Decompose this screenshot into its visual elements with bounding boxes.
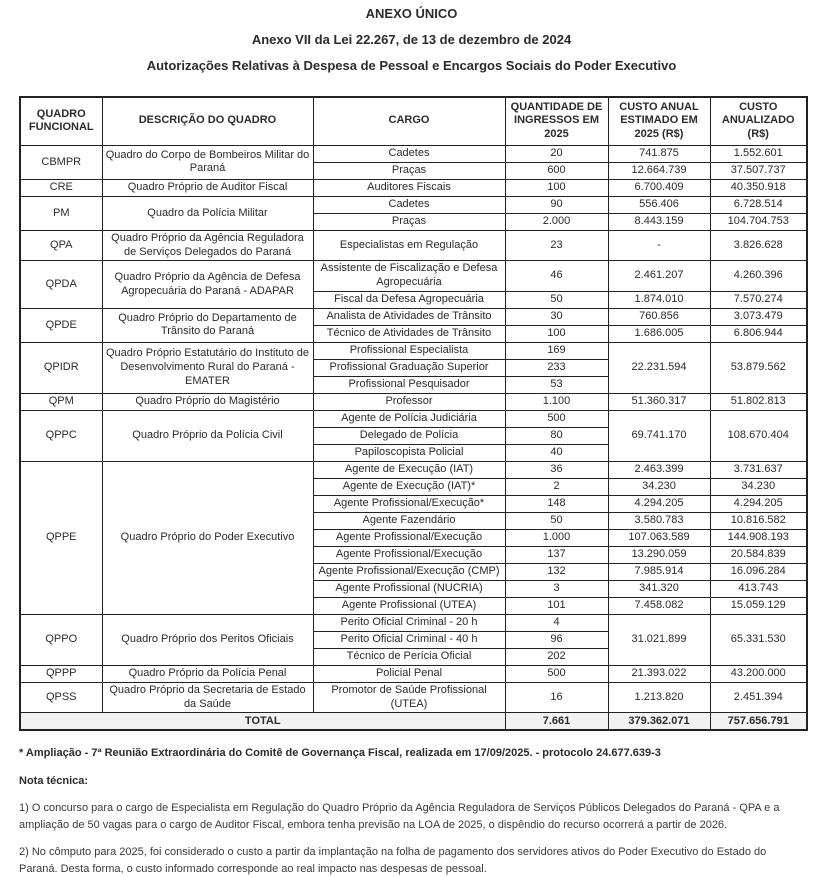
quantity-cell: 100	[505, 325, 608, 342]
table-row	[20, 410, 807, 427]
quantity-cell: 46	[505, 261, 608, 292]
annual-cost-cell: 1.213.820	[608, 682, 710, 713]
cargo-cell: Professor	[313, 393, 505, 410]
col-header-quadro-funcional: QUADRO FUNCIONAL	[20, 97, 102, 146]
footnotes-section	[19, 745, 804, 877]
quadro-description-cell: Quadro Próprio do Departamento de Trânsito do Paraná	[102, 308, 313, 342]
table-row	[20, 179, 807, 196]
document-subtitle-law: Anexo VII da Lei 22.267, de 13 de dezembro de 2024	[251, 31, 572, 47]
quantity-cell: 1.100	[505, 393, 608, 410]
cargo-cell: Agente Profissional (UTEA)	[313, 597, 505, 614]
document-subtitle-description: Autorizações Relativas à Despesa de Pessoal e Encargos Sociais do Poder Executivo	[146, 57, 677, 73]
quadro-code-cell: QPDA	[20, 261, 102, 309]
col-header-cargo: CARGO	[313, 97, 505, 146]
cargo-cell: Auditores Fiscais	[313, 179, 505, 196]
col-header-quantidade: QUANTIDADE DE INGRESSOS EM 2025	[505, 97, 608, 146]
quadro-description-cell: Quadro Próprio de Auditor Fiscal	[102, 179, 313, 196]
quantity-cell: 233	[505, 359, 608, 376]
annual-cost-cell: 107.063.589	[608, 529, 710, 546]
total-annualized-cost: 757.656.791	[710, 713, 807, 731]
cargo-cell: Agente de Execução (IAT)	[313, 461, 505, 478]
annualized-cost-cell: 43.200.000	[710, 665, 807, 682]
annual-cost-cell: 3.580.783	[608, 512, 710, 529]
cargo-cell: Fiscal da Defesa Agropecuária	[313, 291, 505, 308]
quantity-cell: 101	[505, 597, 608, 614]
annualized-cost-cell: 6.728.514	[710, 196, 807, 213]
annual-cost-cell: 1.686.005	[608, 325, 710, 342]
quadro-code-cell: QPA	[20, 230, 102, 261]
cargo-cell: Agente Profissional (NUCRIA)	[313, 580, 505, 597]
table-row	[20, 308, 807, 325]
cargo-cell: Agente Profissional/Execução	[313, 529, 505, 546]
table-row	[20, 614, 807, 631]
cargo-cell: Agente de Execução (IAT)*	[313, 478, 505, 495]
quantity-cell: 100	[505, 179, 608, 196]
cargo-cell: Papiloscopista Policial	[313, 444, 505, 461]
quadro-description-cell: Quadro Próprio da Polícia Penal	[102, 665, 313, 682]
annualized-cost-cell: 65.331.530	[710, 614, 807, 665]
cargo-cell: Praças	[313, 213, 505, 230]
cargo-cell: Agente Profissional/Execução*	[313, 495, 505, 512]
annual-cost-cell: 1.874.010	[608, 291, 710, 308]
total-annual-cost: 379.362.071	[608, 713, 710, 731]
quadro-code-cell: QPPO	[20, 614, 102, 665]
cargo-cell: Cadetes	[313, 196, 505, 213]
quadro-code-cell: QPDE	[20, 308, 102, 342]
annualized-cost-cell: 3.826.628	[710, 230, 807, 261]
cargo-cell: Analista de Atividades de Trânsito	[313, 308, 505, 325]
annual-cost-cell: 556.406	[608, 196, 710, 213]
quantity-cell: 96	[505, 631, 608, 648]
quadro-description-cell: Quadro Próprio da Secretaria de Estado da Saúde	[102, 682, 313, 713]
quantity-cell: 30	[505, 308, 608, 325]
annualized-cost-cell: 16.096.284	[710, 563, 807, 580]
quantity-cell: 169	[505, 342, 608, 359]
quantity-cell: 4	[505, 614, 608, 631]
authorizations-table	[19, 96, 808, 732]
quadro-code-cell: PM	[20, 196, 102, 230]
cargo-cell: Profissional Especialista	[313, 342, 505, 359]
quadro-description-cell: Quadro Próprio do Magistério	[102, 393, 313, 410]
annual-cost-cell: 69.741.170	[608, 410, 710, 461]
annual-cost-cell: 22.231.594	[608, 342, 710, 393]
quadro-description-cell: Quadro da Polícia Militar	[102, 196, 313, 230]
quadro-code-cell: QPPP	[20, 665, 102, 682]
annualized-cost-cell: 10.816.582	[710, 512, 807, 529]
annualized-cost-cell: 40.350.918	[710, 179, 807, 196]
table-row	[20, 461, 807, 478]
quantity-cell: 500	[505, 410, 608, 427]
annualized-cost-cell: 37.507.737	[710, 162, 807, 179]
annualized-cost-cell: 3.731.637	[710, 461, 807, 478]
quantity-cell: 36	[505, 461, 608, 478]
cargo-cell: Agente Profissional/Execução (CMP)	[313, 563, 505, 580]
cargo-cell: Delegado de Polícia	[313, 427, 505, 444]
annual-cost-cell: 7.458.082	[608, 597, 710, 614]
total-row	[20, 713, 807, 731]
col-header-custo-anual: CUSTO ANUAL ESTIMADO EM 2025 (R$)	[608, 97, 710, 146]
annualized-cost-cell: 144.908.193	[710, 529, 807, 546]
quadro-description-cell: Quadro Próprio da Agência de Defesa Agropecuária do Paraná - ADAPAR	[102, 261, 313, 309]
quantity-cell: 600	[505, 162, 608, 179]
total-label: TOTAL	[20, 713, 505, 731]
cargo-cell: Perito Oficial Criminal - 20 h	[313, 614, 505, 631]
annual-cost-cell: 51.360.317	[608, 393, 710, 410]
annual-cost-cell: 34.230	[608, 478, 710, 495]
annualized-cost-cell: 2.451.394	[710, 682, 807, 713]
quadro-description-cell: Quadro Próprio da Agência Reguladora de Serviços Delegados do Paraná	[102, 230, 313, 261]
table-row	[20, 342, 807, 359]
annualized-cost-cell: 7.570.274	[710, 291, 807, 308]
quantity-cell: 2	[505, 478, 608, 495]
col-header-descricao: DESCRIÇÃO DO QUADRO	[102, 97, 313, 146]
quadro-code-cell: CRE	[20, 179, 102, 196]
technical-note-label: Nota técnica:	[19, 774, 89, 787]
cargo-cell: Cadetes	[313, 145, 505, 162]
annual-cost-cell: 6.700.409	[608, 179, 710, 196]
cargo-cell: Praças	[313, 162, 505, 179]
quadro-description-cell: Quadro Próprio Estatutário do Instituto de Desenvolvimento Rural do Paraná - EMATER	[102, 342, 313, 393]
annualized-cost-cell: 15.059.129	[710, 597, 807, 614]
table-row	[20, 261, 807, 292]
cargo-cell: Profissional Pesquisador	[313, 376, 505, 393]
quantity-cell: 20	[505, 145, 608, 162]
annualized-cost-cell: 20.584.839	[710, 546, 807, 563]
total-quantity: 7.661	[505, 713, 608, 731]
table-row	[20, 230, 807, 261]
quantity-cell: 50	[505, 512, 608, 529]
quadro-description-cell: Quadro Próprio dos Peritos Oficiais	[102, 614, 313, 665]
cargo-cell: Assistente de Fiscalização e Defesa Agropecuária	[313, 261, 505, 292]
cargo-cell: Especialistas em Regulação	[313, 230, 505, 261]
annual-cost-cell: 7.985.914	[608, 563, 710, 580]
table-row	[20, 682, 807, 713]
quadro-code-cell: QPM	[20, 393, 102, 410]
annual-cost-cell: 8.443.159	[608, 213, 710, 230]
cargo-cell: Perito Oficial Criminal - 40 h	[313, 631, 505, 648]
quadro-description-cell: Quadro do Corpo de Bombeiros Militar do Paraná	[102, 145, 313, 179]
annual-cost-cell: 12.664.739	[608, 162, 710, 179]
quantity-cell: 80	[505, 427, 608, 444]
quantity-cell: 1.000	[505, 529, 608, 546]
cargo-cell: Profissional Graduação Superior	[313, 359, 505, 376]
annualized-cost-cell: 4.260.396	[710, 261, 807, 292]
document-title: ANEXO ÚNICO	[365, 6, 458, 21]
cargo-cell: Agente Fazendário	[313, 512, 505, 529]
annualized-cost-cell: 3.073.479	[710, 308, 807, 325]
annualized-cost-cell: 34.230	[710, 478, 807, 495]
quantity-cell: 90	[505, 196, 608, 213]
annual-cost-cell: 760.856	[608, 308, 710, 325]
quadro-code-cell: QPPC	[20, 410, 102, 461]
annual-cost-cell: 4.294.205	[608, 495, 710, 512]
annual-cost-cell: 341.320	[608, 580, 710, 597]
document-header	[0, 6, 823, 75]
quantity-cell: 500	[505, 665, 608, 682]
annual-cost-cell: 13.290.059	[608, 546, 710, 563]
annualized-cost-cell: 4.294.205	[710, 495, 807, 512]
annualized-cost-cell: 51.802.813	[710, 393, 807, 410]
cargo-cell: Agente de Polícia Judiciária	[313, 410, 505, 427]
table-row	[20, 665, 807, 682]
quadro-code-cell: QPIDR	[20, 342, 102, 393]
quadro-code-cell: QPPE	[20, 461, 102, 614]
annual-cost-cell: 2.463.399	[608, 461, 710, 478]
quadro-code-cell: CBMPR	[20, 145, 102, 179]
annual-cost-cell: 31.021.899	[608, 614, 710, 665]
technical-note-2: 2) No cômputo para 2025, foi considerado o custo a partir da implantação na folha de pagamento dos servidores ativos do Poder Executivo do Estado do Paraná. Desta forma, o custo informado corresponde ao real impacto nas despesas de pessoal.	[19, 846, 767, 875]
quantity-cell: 148	[505, 495, 608, 512]
table-row	[20, 145, 807, 162]
quantity-cell: 50	[505, 291, 608, 308]
cargo-cell: Técnico de Atividades de Trânsito	[313, 325, 505, 342]
quantity-cell: 16	[505, 682, 608, 713]
annualized-cost-cell: 53.879.562	[710, 342, 807, 393]
table-header-row	[20, 97, 807, 146]
annual-cost-cell: -	[608, 230, 710, 261]
annualized-cost-cell: 108.670.404	[710, 410, 807, 461]
annualized-cost-cell: 1.552.601	[710, 145, 807, 162]
quantity-cell: 40	[505, 444, 608, 461]
annualized-cost-cell: 6.806.944	[710, 325, 807, 342]
annual-cost-cell: 2.461.207	[608, 261, 710, 292]
table-row	[20, 393, 807, 410]
cargo-cell: Técnico de Perícia Oficial	[313, 648, 505, 665]
col-header-custo-anualizado: CUSTO ANUALIZADO (R$)	[710, 97, 807, 146]
quantity-cell: 23	[505, 230, 608, 261]
cargo-cell: Agente Profissional/Execução	[313, 546, 505, 563]
footnote-asterisk: * Ampliação - 7ª Reunião Extraordinária do Comitê de Governança Fiscal, realizada em 17/09/2025. - protocolo 24.677.639-3	[19, 747, 661, 760]
cargo-cell: Promotor de Saúde Profissional (UTEA)	[313, 682, 505, 713]
quantity-cell: 53	[505, 376, 608, 393]
annualized-cost-cell: 104.704.753	[710, 213, 807, 230]
table-row	[20, 196, 807, 213]
quadro-code-cell: QPSS	[20, 682, 102, 713]
quantity-cell: 2.000	[505, 213, 608, 230]
quadro-description-cell: Quadro Próprio da Polícia Civil	[102, 410, 313, 461]
annualized-cost-cell: 413.743	[710, 580, 807, 597]
quadro-description-cell: Quadro Próprio do Poder Executivo	[102, 461, 313, 614]
quantity-cell: 3	[505, 580, 608, 597]
annual-cost-cell: 21.393.022	[608, 665, 710, 682]
quantity-cell: 202	[505, 648, 608, 665]
quantity-cell: 137	[505, 546, 608, 563]
quantity-cell: 132	[505, 563, 608, 580]
cargo-cell: Policial Penal	[313, 665, 505, 682]
technical-note-1: 1) O concurso para o cargo de Especialista em Regulação do Quadro Próprio da Agência Reguladora de Serviços Públicos Delegados do Paraná - QPA e a ampliação de 50 vagas para o cargo de Auditor Fiscal, embora tenha previsão na LOA de 2025, o dispêndio do recurso ocorrerá a partir de 2026.	[19, 802, 780, 831]
annual-cost-cell: 741.875	[608, 145, 710, 162]
